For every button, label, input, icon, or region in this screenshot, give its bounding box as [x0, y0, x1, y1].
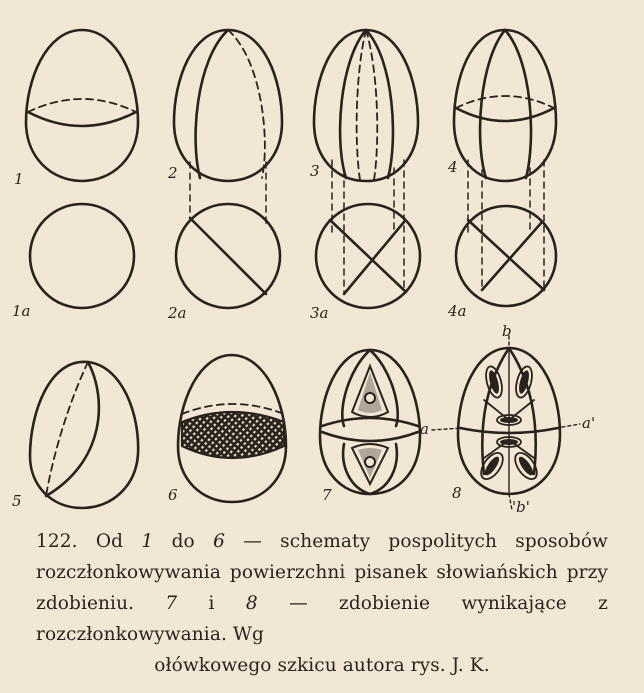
egg-2-illustration	[167, 30, 282, 228]
egg-8-illustration	[420, 322, 595, 516]
caption-number: 122.	[36, 531, 78, 552]
egg-6-illustration	[168, 355, 286, 504]
label-4a: 4a	[448, 302, 467, 320]
egg-5-illustration	[12, 362, 138, 510]
label-1a: 1a	[12, 302, 31, 320]
circle-1a-illustration	[12, 204, 134, 320]
label-2a: 2a	[168, 304, 187, 322]
label-3: 3	[310, 162, 320, 180]
figure-caption: 122. Od 1 do 6 — schematy pospolitych sposobów rozczłonkowywania powierzchni pisanek słowiańskich przy zdobieniu. 7 i 8 — zdobienie wynikające z rozczłonkowywania. Wg ołówkowego szkicu autora rys. J. K.	[36, 526, 608, 681]
label-3a: 3a	[310, 304, 329, 322]
label-7: 7	[322, 486, 332, 504]
label-a-right: a'	[582, 414, 596, 432]
caption-last-line: ołówkowego szkicu autora rys. J. K.	[154, 655, 490, 676]
circle-2a-illustration	[167, 204, 280, 322]
label-4: 4	[448, 158, 458, 176]
label-b-bottom: 'b'	[512, 498, 530, 516]
label-6: 6	[168, 486, 178, 504]
label-a-left: a	[420, 420, 429, 438]
label-2: 2	[168, 164, 178, 182]
circle-4a-illustration	[447, 206, 556, 320]
label-8: 8	[452, 484, 462, 502]
label-5: 5	[12, 492, 22, 510]
egg-7-illustration	[320, 350, 420, 504]
egg-1-illustration	[14, 30, 138, 188]
label-1: 1	[14, 170, 24, 188]
label-b-top: b	[502, 322, 512, 340]
